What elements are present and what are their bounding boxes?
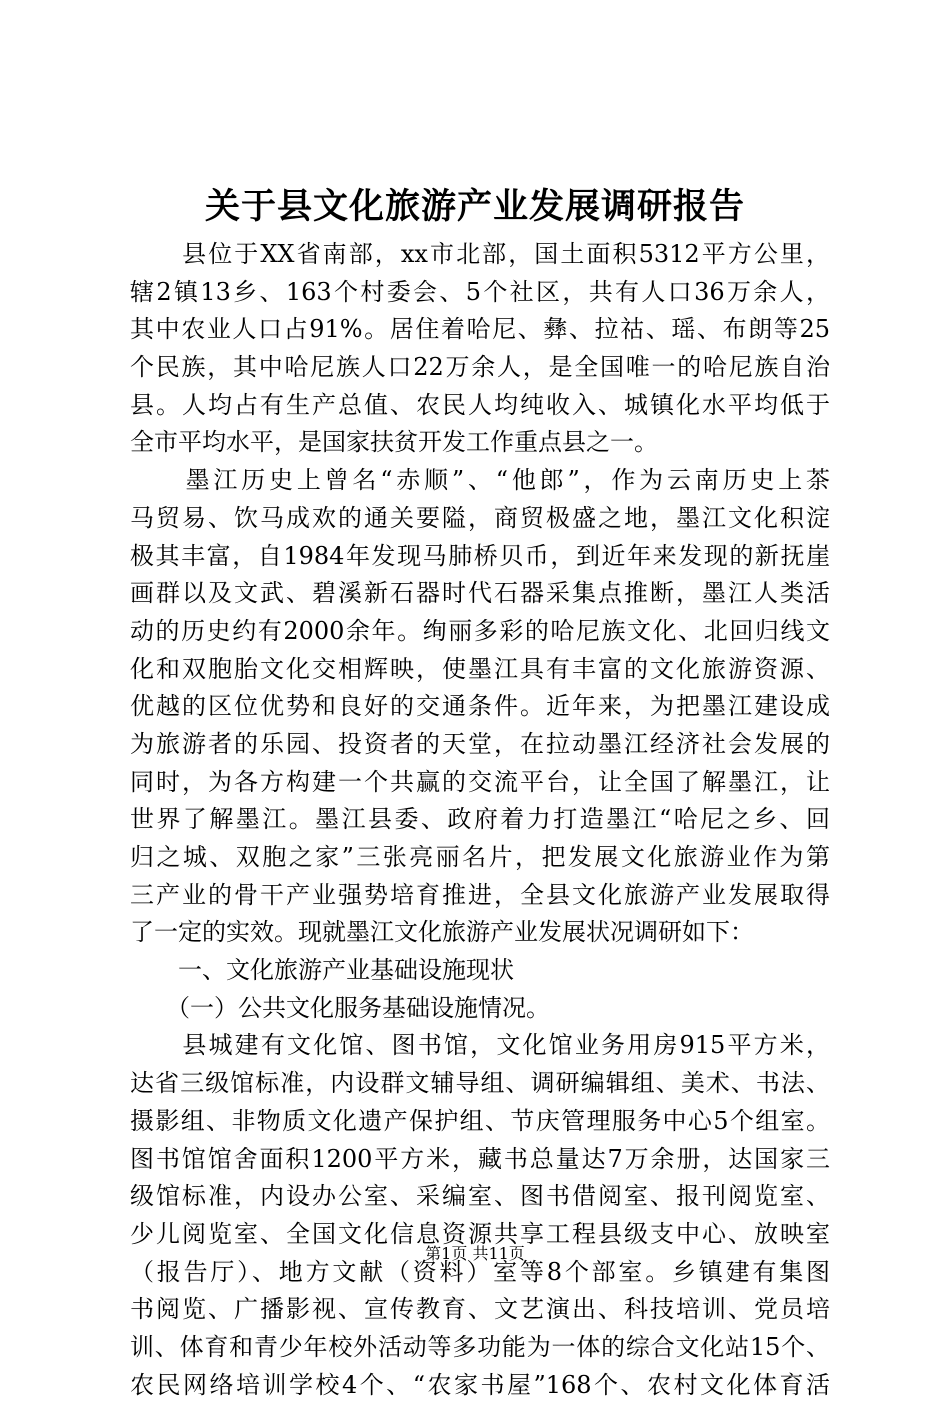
text-line: 少儿阅览室、全国文化信息资源共享工程县级支中心、放映室: [130, 1219, 830, 1248]
text-line: 书阅览、广播影视、宣传教育、文艺演出、科技培训、党员培: [130, 1295, 830, 1324]
text-line: 马贸易、饮马成欢的通关要隘，商贸极盛之地，墨江文化积淀: [130, 503, 830, 532]
text-line: 县城建有文化馆、图书馆，文化馆业务用房915平方米，: [130, 1031, 830, 1060]
text-line: 墨江历史上曾名“赤顺”、“他郎”，作为云南历史上茶: [130, 466, 830, 495]
text-line: 化和双胞胎文化交相辉映，使墨江具有丰富的文化旅游资源、: [130, 654, 830, 683]
text-line: 画群以及文武、碧溪新石器时代石器采集点推断，墨江人类活: [130, 579, 830, 608]
page-footer: 第1页 共11页: [425, 1244, 525, 1263]
text-line: 其中农业人口占91%。居住着哈尼、彝、拉祜、瑶、布朗等25: [130, 315, 830, 344]
text-line: （报告厅）、地方文献（资料）室等8个部室。乡镇建有集图: [130, 1257, 830, 1286]
text-line: 达省三级馆标准，内设群文辅导组、调研编辑组、美术、书法、: [130, 1069, 830, 1098]
text-line: 为旅游者的乐园、投资者的天堂，在拉动墨江经济社会发展的: [130, 729, 830, 758]
text-line: 辖2镇13乡、163个村委会、5个社区，共有人口36万余人，: [130, 277, 830, 306]
text-line: 个民族，其中哈尼族人口22万余人，是全国唯一的哈尼族自治: [130, 353, 830, 382]
text-line: （一）公共文化服务基础设施情况。: [130, 993, 550, 1022]
text-line: 县。人均占有生产总值、农民人均纯收入、城镇化水平均低于: [130, 390, 830, 419]
text-line: 动的历史约有2000余年。绚丽多彩的哈尼族文化、北回归线文: [130, 616, 830, 645]
text-line: 全市平均水平，是国家扶贫开发工作重点县之一。: [130, 428, 658, 457]
text-line: 优越的区位优势和良好的交通条件。近年来，为把墨江建设成: [130, 692, 830, 721]
text-line: 训、体育和青少年校外活动等多功能为一体的综合文化站15个、: [130, 1332, 830, 1361]
text-line: 归之城、双胞之家”三张亮丽名片，把发展文化旅游业作为第: [130, 843, 830, 871]
text-line: 农民网络培训学校4个、“农家书屋”168个、农村文化体育活: [130, 1370, 830, 1399]
text-line: 同时，为各方构建一个共赢的交流平台，让全国了解墨江，让: [130, 767, 830, 796]
body-text: [130, 236, 830, 1404]
text-line: 摄影组、非物质文化遗产保护组、节庆管理服务中心5个组室。: [130, 1106, 830, 1135]
text-line: 县位于XX省南部，xx市北部，国土面积5312平方公里，: [130, 240, 830, 268]
text-line: 级馆标准，内设办公室、采编室、图书借阅室、报刊阅览室、: [130, 1182, 830, 1211]
text-line: 极其丰富，自1984年发现马肺桥贝币，到近年来发现的新抚崖: [130, 541, 830, 570]
text-line: 一、文化旅游产业基础设施现状: [130, 956, 514, 985]
page-title: 关于县文化旅游产业发展调研报告: [204, 186, 745, 227]
text-line: 了一定的实效。现就墨江文化旅游产业发展状况调研如下：: [130, 918, 754, 947]
text-line: 三产业的骨干产业强势培育推进，全县文化旅游产业发展取得: [130, 880, 830, 909]
text-line: 图书馆馆舍面积1200平方米，藏书总量达7万余册，达国家三: [130, 1144, 830, 1173]
text-line: 世界了解墨江。墨江县委、政府着力打造墨江“哈尼之乡、回: [130, 805, 830, 834]
